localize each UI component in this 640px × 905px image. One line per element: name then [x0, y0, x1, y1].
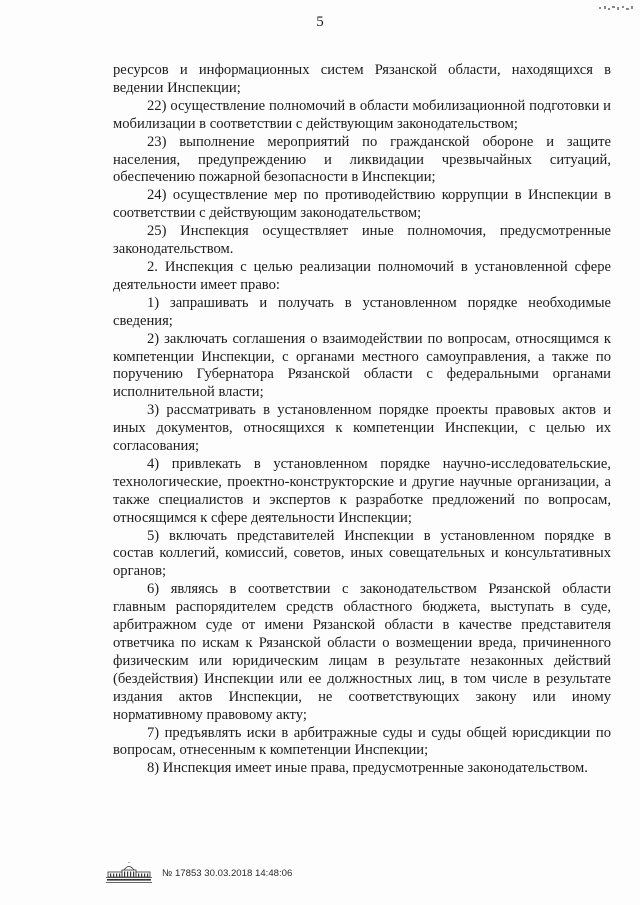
paragraph: 2. Инспекция с целью реализации полномочий в установленной сфере деятельности имеет право:: [113, 258, 611, 293]
paragraph: 3) рассматривать в установленном порядке проекты правовых актов и иных документов, относящихся к компетенции Инспекции, с целью их согласования;: [113, 402, 611, 455]
paragraph: 1) запрашивать и получать в установленном порядке необходимые сведения;: [113, 294, 611, 329]
page-number: 5: [316, 14, 324, 30]
paragraph: 22) осуществление полномочий в области мобилизационной подготовки и мобилизации в соответствии с действующим законодательством;: [113, 97, 611, 132]
paragraph: 25) Инспекция осуществляет иные полномочия, предусмотренные законодательством.: [113, 223, 611, 258]
paragraph: 2) заключать соглашения о взаимодействии по вопросам, относящимся к компетенции Инспекции, с органами местного самоуправления, а также по поручению Губернатора Рязанской области с федеральными органами исполнительной власти;: [113, 330, 611, 401]
paragraph: 8) Инспекция имеет иные права, предусмотренные законодательством.: [147, 760, 588, 777]
scan-artifact-dots: [598, 4, 634, 14]
document-footer: [104, 862, 292, 884]
paragraph: 4) привлекать в установленном порядке научно-исследовательские, технологические, проектно-конструкторские и другие научные организации, а также специалистов и экспертов к разработке предложений по вопросам, относящимся к сфере деятельности Инспекции;: [113, 455, 611, 526]
paragraph: 7) предъявлять иски в арбитражные суды и суды общей юрисдикции по вопросам, отнесенным к компетенции Инспекции;: [113, 724, 611, 759]
document-body: [113, 62, 611, 778]
paragraph: 6) являясь в соответствии с законодательством Рязанской области главным распорядителем средств областного бюджета, выступать в суде, арбитражном суде от имени Рязанской области в качестве представителя ответчика по искам к Рязанской области о возмещении вреда, причиненного физическим или юридическим лицам в результате незаконных действий (бездействия) Инспекции или ее должностных лиц, в том числе в результате издания актов Инспекции, не соответствующих закону или иному нормативному правовому акту;: [113, 581, 611, 723]
government-building-emblem-icon: [104, 862, 154, 884]
paragraph: 23) выполнение мероприятий по гражданской обороне и защите населения, предупреждению и ликвидации чрезвычайных ситуаций, обеспечению пожарной безопасности в Инспекции;: [113, 133, 611, 186]
paragraph: 24) осуществление мер по противодействию коррупции в Инспекции в соответствии с действующим законодательством;: [113, 187, 611, 222]
paragraph: 5) включать представителей Инспекции в установленном порядке в состав коллегий, комиссий, советов, иных совещательных и консультативных органов;: [113, 527, 611, 580]
registration-stamp: № 17853 30.03.2018 14:48:06: [162, 867, 293, 879]
paragraph: ресурсов и информационных систем Рязанской области, находящихся в ведении Инспекции;: [113, 62, 611, 96]
